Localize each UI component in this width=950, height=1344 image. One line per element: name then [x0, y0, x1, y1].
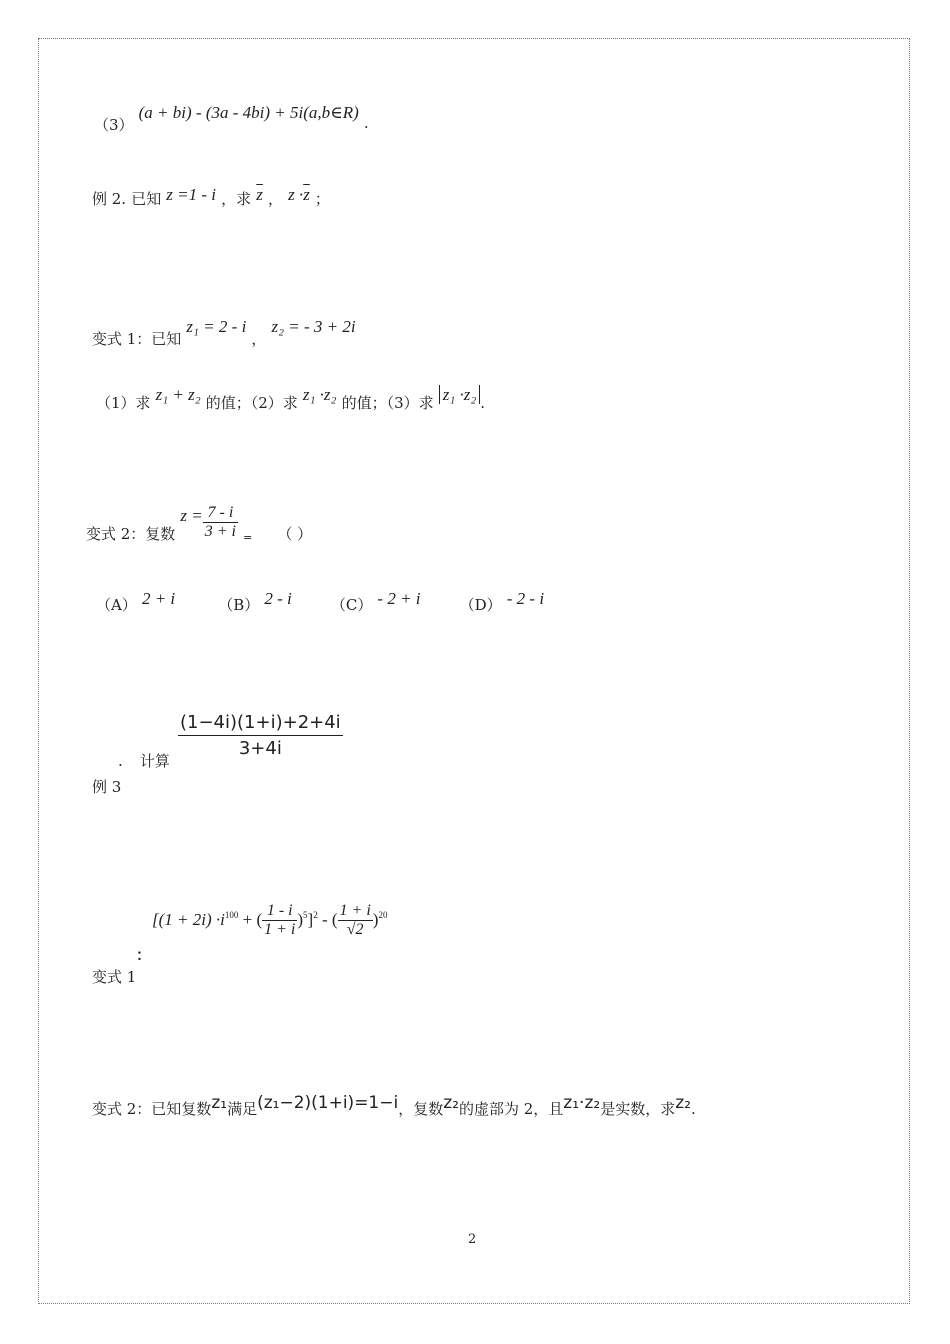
variant-2b-z2-answer: z₂: [675, 1093, 691, 1113]
z-conjugate-2: $\overline{z}$: [303, 185, 310, 204]
variant-2b-text-3: ，复数: [398, 1100, 444, 1118]
example-3-label: 例 3: [92, 778, 122, 796]
variant-2b-product: z₁·z₂: [563, 1093, 601, 1113]
choice-b-value: 2 - i: [264, 589, 292, 608]
example-2-given: z =1 - i: [166, 185, 217, 204]
choice-d[interactable]: [459, 589, 545, 614]
expr-minus: - (: [317, 910, 338, 929]
question-2-expr: z₁ ·z₂: [302, 385, 337, 404]
problem-3-end: .: [363, 114, 369, 132]
question-3-end: .: [480, 394, 486, 412]
page-number: 2: [468, 1232, 477, 1247]
choice-c-label: （C）: [330, 596, 373, 614]
example-3-fraction: [178, 712, 343, 759]
question-3-expr: z₁ ·z₂: [439, 385, 481, 404]
f-numerator: 1 - i: [266, 902, 293, 919]
question-2-end: 的值；（3）求: [341, 394, 434, 412]
variant-1b-expression: [$(1 + 2i) \cdot i^{100}$ + ( $\frac{1 - i}{1 + i}$ )$^5$]$^2$ - ( $\frac{1 + i}{√2}$ )$^{20}$: [152, 902, 388, 938]
g-denominator: √2: [338, 920, 373, 939]
variant-2b-z1: z₁: [211, 1093, 228, 1113]
variant-2b-text-4: 的虚部为 2，且: [458, 1100, 564, 1118]
z1-definition: z₁ = 2 - i: [186, 317, 247, 336]
z-conjugate: $\overline{z}$: [256, 185, 263, 204]
g-numerator: 1 + i: [339, 902, 371, 919]
choices-row: [96, 588, 545, 614]
variant-2-equals: =: [243, 531, 253, 544]
variant-2-fraction: [203, 504, 238, 541]
example-3-prompt: [118, 750, 170, 771]
choice-a-label: （A）: [96, 596, 137, 614]
choice-c[interactable]: [330, 589, 421, 614]
problem-3-label: （3）: [94, 116, 134, 134]
variant-1-label: 变式 1：已知: [92, 330, 182, 348]
example-3-text: 计算: [139, 752, 170, 770]
expr-close-1: ): [297, 910, 304, 929]
answer-parentheses: （ ）: [277, 525, 313, 543]
fraction-denominator: 3 + i: [204, 523, 236, 540]
problem-3-expr: (a + bi) - (3a - 4bi) + 5i(a,b∈R): [138, 103, 359, 122]
question-1-expr: z₁ + z₂: [155, 385, 201, 404]
exponent-5: 5: [303, 910, 308, 920]
variant-1-questions: [96, 384, 486, 412]
example-2-sep: ，: [267, 190, 283, 208]
example-2-line: [92, 185, 330, 209]
example-2-text: 已知: [131, 190, 162, 208]
fraction-g: [338, 902, 373, 939]
exponent-100: 100: [224, 910, 239, 920]
variant-1b-colon: ：: [136, 946, 152, 964]
variant-2b-equation: (z₁−2)(1+i)=1−i: [257, 1093, 399, 1113]
choice-a[interactable]: [96, 589, 176, 614]
expr-close-2: ): [372, 910, 379, 929]
example-3-numerator: (1−4i)(1+i)+2+4i: [180, 712, 341, 733]
choice-b-label: （B）: [218, 596, 260, 614]
variant-1b-label: 变式 1: [92, 968, 137, 986]
choice-d-value: - 2 - i: [506, 589, 545, 608]
choice-c-value: - 2 + i: [377, 589, 421, 608]
variant-2b-line: [92, 1092, 696, 1118]
variant-2-label: 变式 2：复数: [86, 525, 176, 543]
exponent-20: 20: [378, 910, 388, 920]
example-3-denominator: 3+4i: [178, 735, 343, 759]
variant-2-lhs: z =: [180, 506, 203, 525]
variant-2b-text-6: .: [690, 1100, 696, 1118]
expr-part-a: [(1 + 2i) ·i: [152, 910, 225, 929]
choice-b[interactable]: [218, 589, 292, 614]
example-2-ask: ，求: [221, 190, 252, 208]
variant-2b-text-1: 变式 2：已知复数: [92, 1100, 212, 1118]
variant-2-line: [86, 504, 313, 544]
expr-plus: + (: [238, 910, 263, 929]
question-1-end: 的值；（2）求: [205, 394, 298, 412]
example-3-frac: [178, 712, 343, 759]
example-2-end: ；: [314, 190, 330, 208]
variant-1-line: [92, 316, 356, 348]
variant-2b-z2: z₂: [443, 1093, 459, 1113]
example-2-product: z ·: [288, 185, 304, 204]
exponent-2: 2: [313, 910, 318, 920]
fraction-f: [262, 902, 297, 939]
variant-2b-text-5: 是实数，求: [600, 1100, 676, 1118]
choice-d-label: （D）: [459, 596, 502, 614]
example-2-label: 例 2.: [92, 190, 127, 208]
question-1-label: （1）求: [96, 394, 151, 412]
f-denominator: 1 + i: [264, 921, 296, 938]
example-3-dot: .: [118, 752, 123, 770]
variant-2b-text-2: 满足: [227, 1100, 258, 1118]
problem-3-line: [94, 102, 369, 134]
z2-definition: z₂ = - 3 + 2i: [271, 317, 356, 336]
choice-a-value: 2 + i: [141, 589, 176, 608]
variant-1-sep: ，: [251, 330, 267, 348]
fraction-numerator: 7 - i: [207, 504, 234, 521]
